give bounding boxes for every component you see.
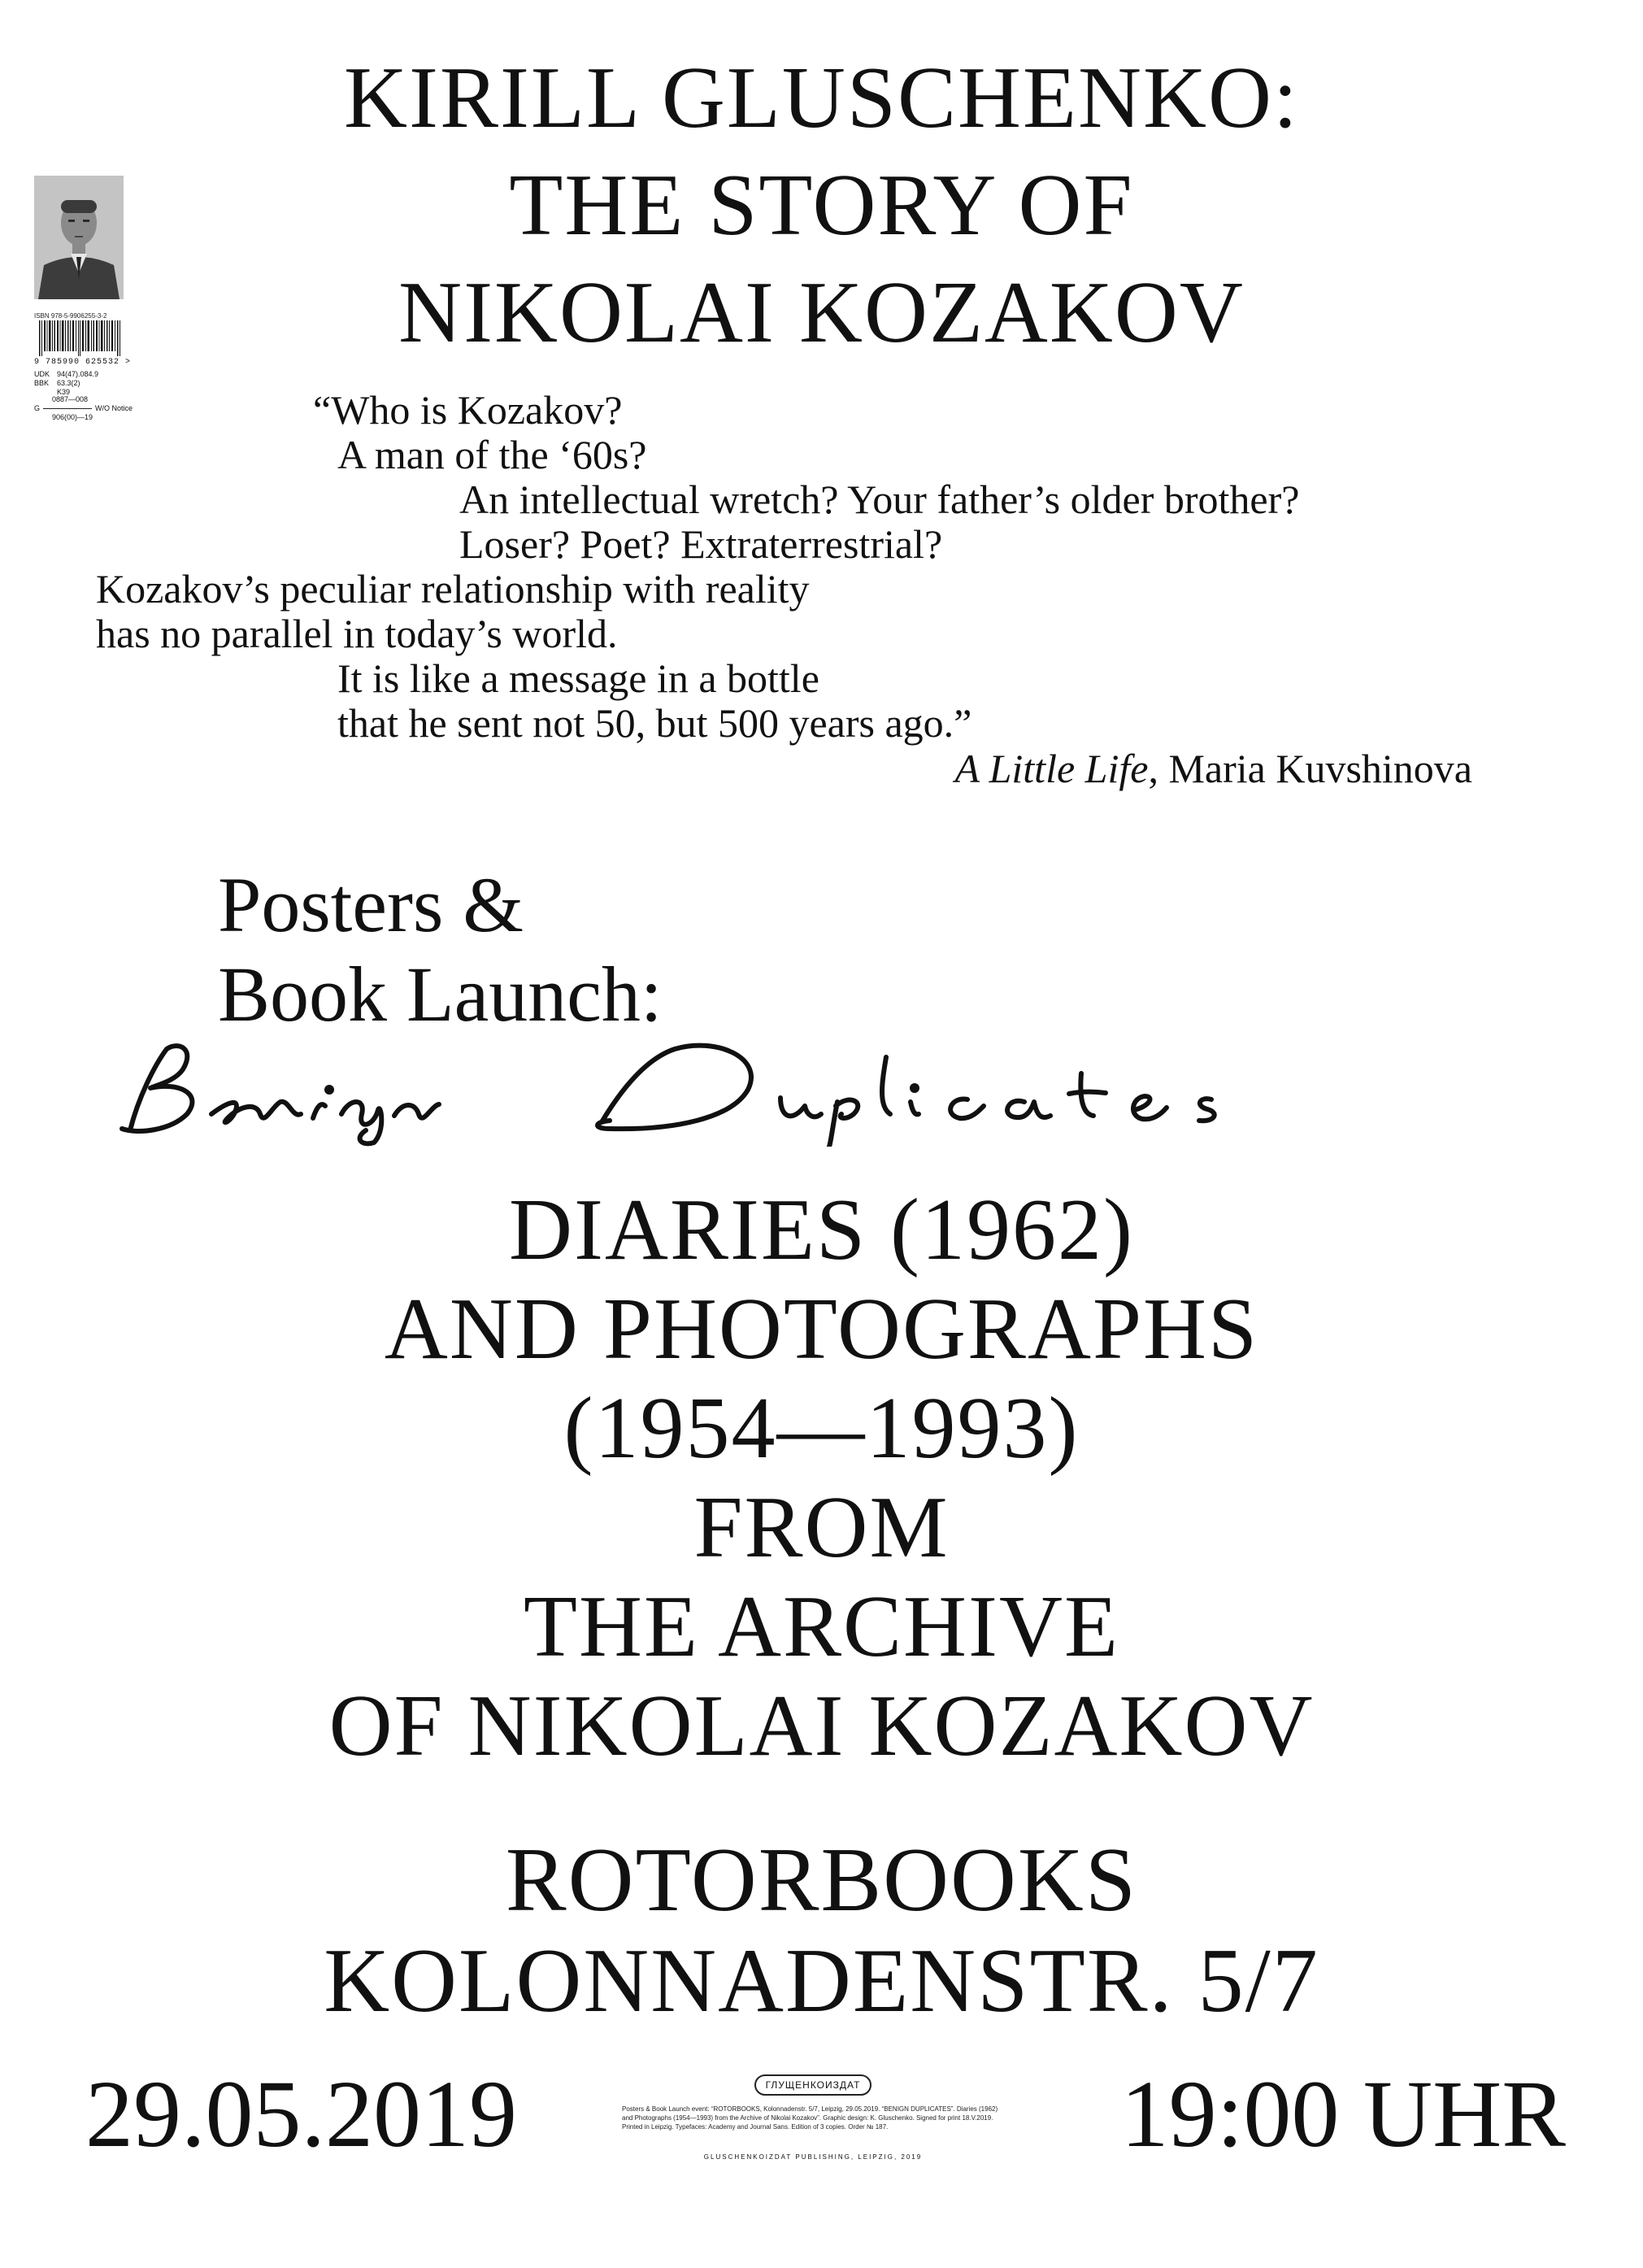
description-line-3: (1954—1993) [563, 1380, 1080, 1477]
quote-line-3: An intellectual wretch? Your father’s older brother? [459, 477, 1300, 522]
description-line-1: DIARIES (1962) [509, 1182, 1134, 1278]
colophon-footer: GLUSCHENKOIZDAT PUBLISHING, LEIPZIG, 2019 [703, 2153, 923, 2161]
title-line-3: NIKOLAI KOZAKOV [398, 264, 1245, 361]
event-heading-line-2: Book Launch: [218, 951, 663, 1038]
event-heading-line-1: Posters & [218, 861, 524, 948]
venue-name: ROTORBOOKS [505, 1830, 1138, 1931]
publication-codes [34, 395, 164, 422]
quote-line-6: has no parallel in today’s world. [96, 611, 618, 656]
quote-attribution [954, 747, 1472, 790]
handwritten-title-signature [106, 1025, 1504, 1147]
code-right: W/O Notice [95, 404, 133, 412]
description-line-2: AND PHOTOGRAPHS [384, 1281, 1259, 1378]
event-date: 29.05.2019 [85, 2061, 517, 2167]
quote-line-8: that he sent not 50, but 500 years ago.” [337, 700, 972, 746]
isbn-text: ISBN 978-5-9906255-3-2 [34, 312, 107, 320]
quote-line-2: A man of the ‘60s? [337, 432, 647, 477]
exhibition-description [0, 1181, 1643, 1776]
description-line-6: OF NIKOLAI KOZAKOV [328, 1678, 1315, 1774]
venue-address [0, 1830, 1643, 2031]
publisher-logo-text: ГЛУЩЕНКОИЗДАТ [754, 2074, 871, 2096]
bbk-label: BBK [34, 379, 50, 387]
event-time: 19:00 UHR [1120, 2061, 1566, 2167]
code-bottom: 906(00)—19 [52, 413, 93, 421]
portrait-image [34, 176, 124, 299]
quote-line-7: It is like a message in a bottle [337, 655, 819, 701]
event-heading [218, 860, 663, 1039]
attribution-title: A Little Life [954, 746, 1149, 791]
barcode-number: 9 785990 625532 > [34, 358, 132, 367]
description-line-4: FROM [693, 1479, 950, 1576]
classification-codes [34, 370, 156, 397]
quote-line-4: Loser? Poet? Extraterrestrial? [459, 521, 943, 567]
k-value: K39 [57, 388, 71, 396]
book-cover-photo [34, 176, 124, 299]
udk-value: 94(47).084.9 [57, 370, 99, 378]
bbk-value: 63.3(2) [57, 379, 80, 387]
udk-label: UDK [34, 370, 50, 378]
attribution-author: , Maria Kuvshinova [1148, 746, 1472, 791]
title-line-1: KIRILL GLUSCHENKO: [344, 50, 1299, 146]
publisher-logo [754, 2074, 871, 2096]
quote-line-1: “Who is Kozakov? [313, 387, 623, 433]
code-left: G [34, 404, 41, 412]
code-top: 0887—008 [52, 395, 89, 403]
description-line-5: THE ARCHIVE [524, 1578, 1119, 1675]
venue-street: KOLONNADENSTR. 5/7 [324, 1931, 1319, 2031]
colophon-text: Posters & Book Launch event: “ROTORBOOKS, Kolonnadenstr. 5/7, Leipzig, 29.05.2019. “BENIGN DUPLICATES”. Diaries (1962) and Photographs (1954—1993) from the Archive of Nikolai Kozakov”. Graphic design: K. Gluschenko. Signed for print 18.V.2019. Printed in Leipzig. Typefaces: Academy and Journal Sans. Edition of 3 copies. Order № 187. [622, 2105, 998, 2131]
poster-title [0, 45, 1643, 367]
quote-line-5: Kozakov’s peculiar relationship with reality [96, 566, 810, 612]
barcode [34, 320, 132, 356]
title-line-2: THE STORY OF [509, 157, 1134, 254]
